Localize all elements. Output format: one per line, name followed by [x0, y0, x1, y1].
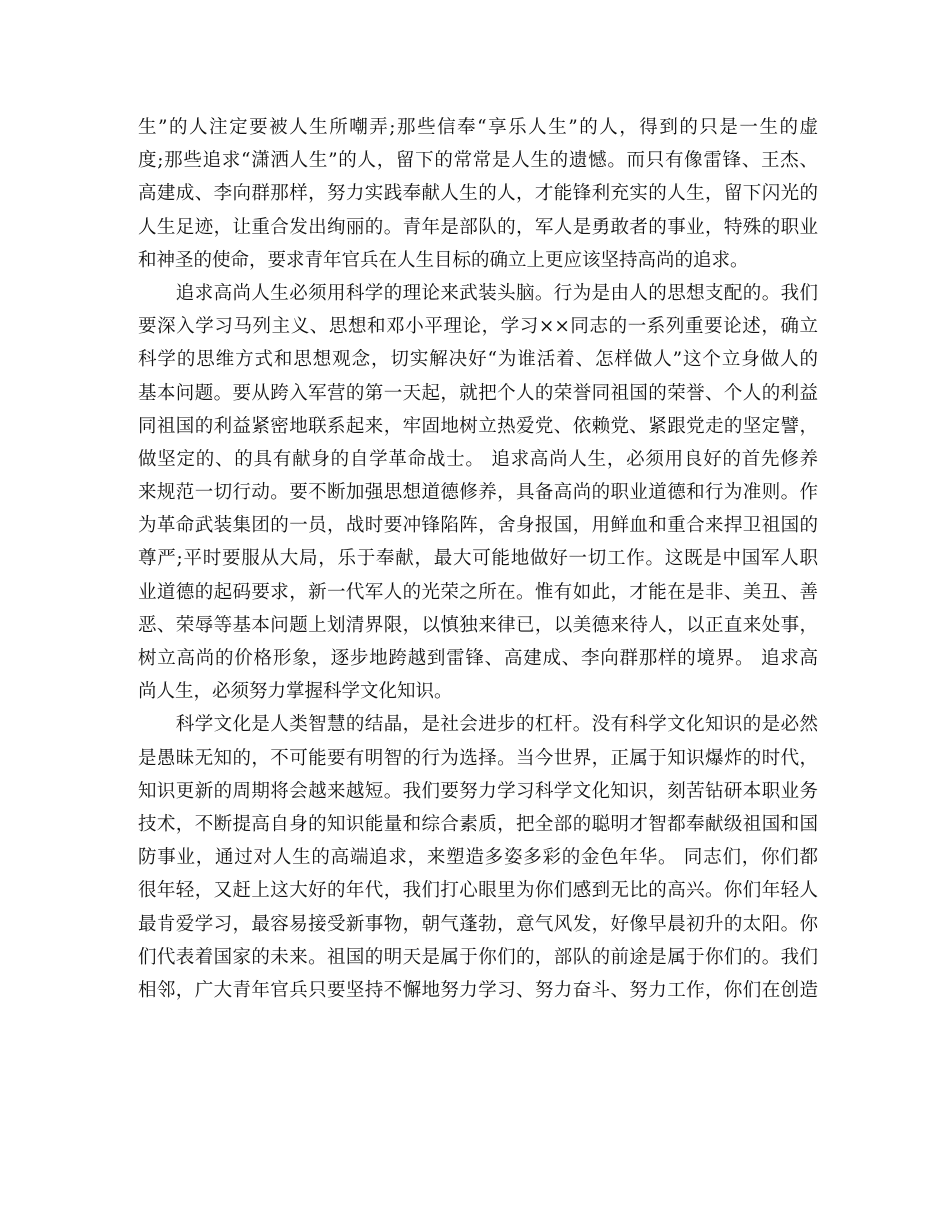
body-text [138, 111, 818, 1007]
text-line: 知识更新的周期将会越来越短。我们要努力学习科学文化知识，刻苦钻研本职业务 [138, 780, 818, 802]
text-line: 追求高尚人生必须用科学的理论来武装头脑。行为是由人的思想支配的。我们 [138, 282, 818, 304]
text-line: 科学文化是人类智慧的结晶，是社会进步的杠杆。没有科学文化知识的是必然 [138, 714, 818, 736]
text-line: 做坚定的、的具有献身的自学革命战士。 追求高尚人生，必须用良好的首先修养 [138, 448, 818, 470]
text-line: 是愚昧无知的，不可能要有明智的行为选择。当今世界，正属于知识爆炸的时代， [138, 747, 818, 769]
text-line: 要深入学习马列主义、思想和邓小平理论，学习××同志的一系列重要论述，确立 [138, 316, 818, 338]
text-line: 技术，不断提高自身的知识能量和综合素质，把全部的聪明才智都奉献级祖国和国 [138, 813, 818, 835]
text-line: 来规范一切行动。要不断加强思想道德修养，具备高尚的职业道德和行为准则。作 [138, 482, 818, 504]
text-line: 树立高尚的价格形象，逐步地跨越到雷锋、高建成、李向群那样的境界。 追求高 [138, 648, 818, 669]
text-line: 很年轻，又赶上这大好的年代，我们打心眼里为你们感到无比的高兴。你们年轻人 [138, 880, 818, 902]
text-line: 为革命武装集团的一员，战时要冲锋陷阵，舍身报国，用鲜血和重合来捍卫祖国的 [138, 515, 818, 537]
text-line: 最肯爱学习，最容易接受新事物，朝气蓬勃，意气风发，好像早晨初升的太阳。你 [138, 913, 818, 935]
text-line: 恶、荣辱等基本问题上划清界限，以慎独来律已，以美德来待人，以正直来处事， [138, 614, 818, 636]
text-line: 生”的人注定要被人生所嘲弄;那些信奉“享乐人生”的人，得到的只是一生的虚 [138, 117, 818, 138]
text-line: 防事业，通过对人生的高端追求，来塑造多姿多彩的金色年华。 同志们，你们都 [138, 847, 818, 869]
text-line: 尚人生，必须努力掌握科学文化知识。 [138, 681, 453, 703]
text-line: 科学的思维方式和思想观念，切实解决好“为谁活着、怎样做人”这个立身做人的 [138, 349, 818, 371]
text-line: 相邻，广大青年官兵只要坚持不懈地努力学习、努力奋斗、努力工作，你们在创造 [138, 979, 818, 1001]
text-line: 尊严;平时要服从大局，乐于奉献，最大可能地做好一切工作。这既是中国军人职 [138, 548, 818, 570]
text-line: 和神圣的使命，要求青年官兵在人生目标的确立上更应该坚持高尚的追求。 [138, 249, 749, 271]
text-line: 基本问题。要从跨入军营的第一天起，就把个人的荣誉同祖国的荣誉、个人的利益 [138, 382, 818, 404]
text-line: 人生足迹，让重合发出绚丽的。青年是部队的，军人是勇敢者的事业，特殊的职业 [138, 216, 818, 238]
text-line: 业道德的起码要求，新一代军人的光荣之所在。惟有如此，才能在是非、美丑、善 [138, 581, 818, 603]
text-line: 度;那些追求“潇洒人生”的人，留下的常常是人生的遗憾。而只有像雷锋、王杰、 [138, 150, 818, 172]
text-line: 同祖国的利益紧密地联系起来，牢固地树立热爱党、依赖党、紧跟党走的坚定譬， [138, 415, 818, 437]
text-line: 们代表着国家的未来。祖国的明天是属于你们的，部队的前途是属于你们的。我们 [138, 946, 818, 968]
text-line: 高建成、李向群那样，努力实践奉献人生的人，才能锋利充实的人生，留下闪光的 [138, 183, 818, 205]
